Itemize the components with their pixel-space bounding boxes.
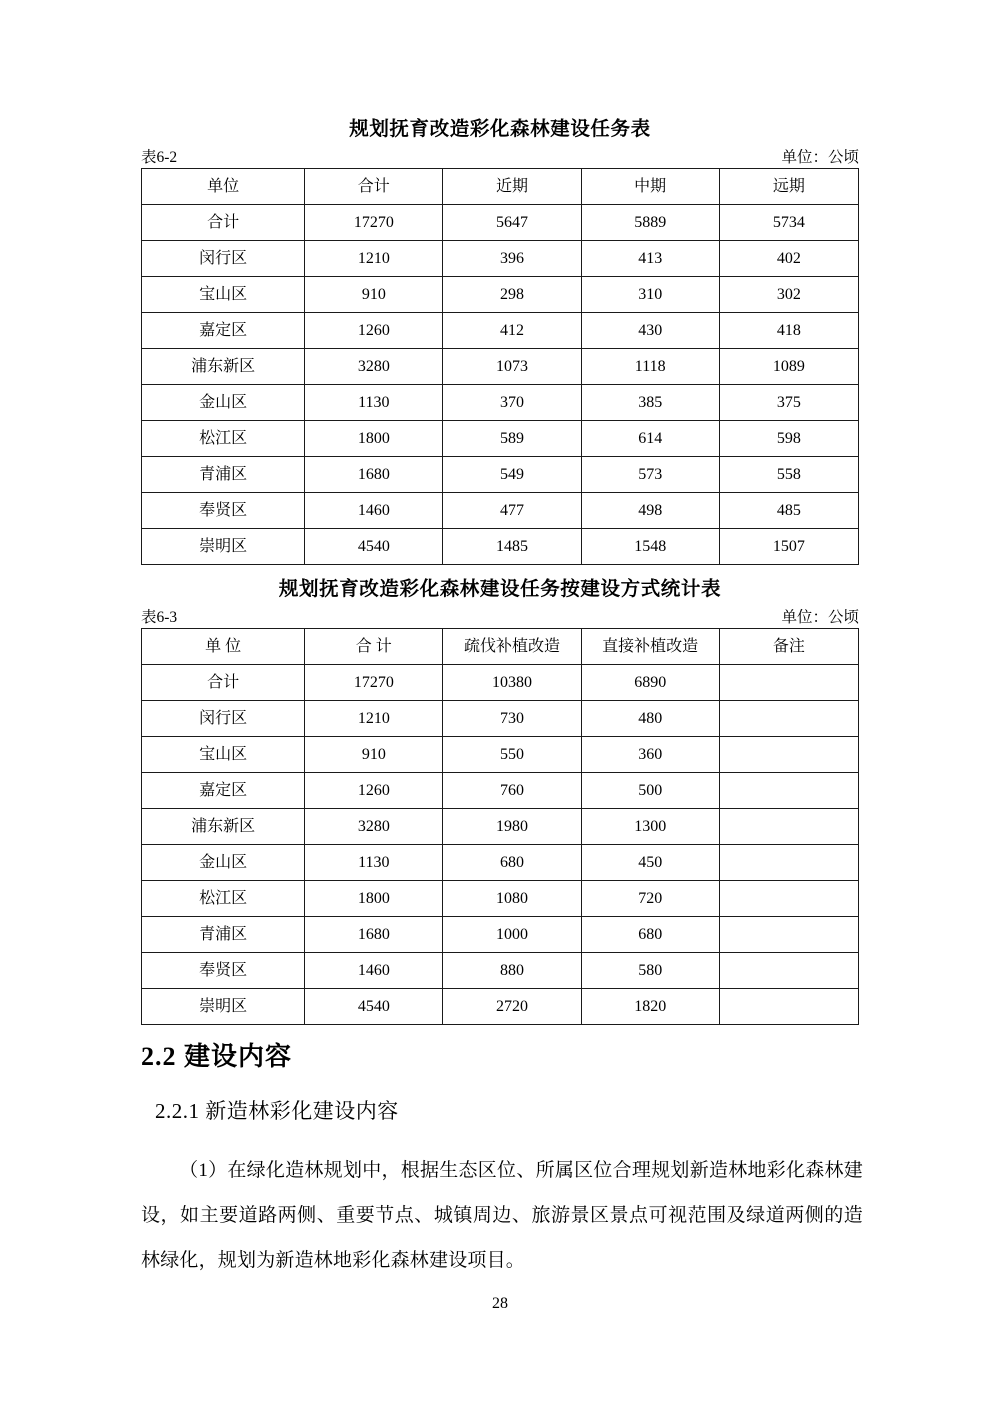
cell-near: 396 — [443, 241, 581, 277]
cell-mid: 573 — [581, 457, 719, 493]
table1-unit-note: 单位：公顷 — [781, 149, 859, 167]
cell-unit: 嘉定区 — [142, 313, 305, 349]
section-2-2-1 — [141, 1095, 859, 1125]
cell-total: 910 — [305, 737, 443, 773]
table-row — [142, 917, 859, 953]
table-row — [142, 493, 859, 529]
table2-col-header-direct: 直接补植改造 — [581, 629, 719, 665]
table1 — [141, 168, 859, 565]
table-header-row — [142, 629, 859, 665]
cell-remark — [719, 809, 858, 845]
table-row — [142, 313, 859, 349]
table-row — [142, 457, 859, 493]
cell-total: 1680 — [305, 917, 443, 953]
cell-total: 17270 — [305, 205, 443, 241]
cell-remark — [719, 665, 858, 701]
table-row — [142, 349, 859, 385]
cell-far: 598 — [719, 421, 858, 457]
cell-mid: 1548 — [581, 529, 719, 565]
cell-near: 1485 — [443, 529, 581, 565]
cell-mid: 385 — [581, 385, 719, 421]
table-row — [142, 421, 859, 457]
cell-direct: 6890 — [581, 665, 719, 701]
table1-col-header-near: 近期 — [443, 169, 581, 205]
cell-unit: 松江区 — [142, 421, 305, 457]
table-row — [142, 277, 859, 313]
cell-mid: 5889 — [581, 205, 719, 241]
table2-col-header-unit: 单 位 — [142, 629, 305, 665]
cell-unit: 浦东新区 — [142, 809, 305, 845]
cell-thinning: 10380 — [443, 665, 581, 701]
cell-total: 4540 — [305, 529, 443, 565]
cell-far: 485 — [719, 493, 858, 529]
cell-total: 1800 — [305, 421, 443, 457]
cell-unit: 青浦区 — [142, 457, 305, 493]
cell-total: 1210 — [305, 701, 443, 737]
cell-near: 1073 — [443, 349, 581, 385]
table-row — [142, 989, 859, 1025]
table1-meta — [141, 149, 859, 166]
table1-number: 表6-2 — [141, 149, 178, 167]
table1-col-header-far: 远期 — [719, 169, 858, 205]
table2-body — [142, 629, 859, 1025]
cell-unit: 合计 — [142, 205, 305, 241]
table-header-row — [142, 169, 859, 205]
cell-remark — [719, 845, 858, 881]
cell-remark — [719, 953, 858, 989]
cell-remark — [719, 917, 858, 953]
cell-total: 1130 — [305, 845, 443, 881]
cell-direct: 500 — [581, 773, 719, 809]
cell-unit: 奉贤区 — [142, 953, 305, 989]
cell-mid: 310 — [581, 277, 719, 313]
cell-unit: 金山区 — [142, 385, 305, 421]
cell-total: 1800 — [305, 881, 443, 917]
table2-meta — [141, 609, 859, 626]
cell-mid: 614 — [581, 421, 719, 457]
table2-title: 规划抚育改造彩化森林建设任务按建设方式统计表 — [278, 579, 722, 600]
cell-unit: 崇明区 — [142, 529, 305, 565]
cell-near: 370 — [443, 385, 581, 421]
cell-direct: 720 — [581, 881, 719, 917]
cell-far: 1507 — [719, 529, 858, 565]
cell-near: 5647 — [443, 205, 581, 241]
table1-col-header-mid: 中期 — [581, 169, 719, 205]
body-paragraph-block — [141, 1148, 863, 1283]
cell-near: 412 — [443, 313, 581, 349]
cell-unit: 崇明区 — [142, 989, 305, 1025]
cell-near: 298 — [443, 277, 581, 313]
cell-total: 1210 — [305, 241, 443, 277]
table2-unit-note: 单位：公顷 — [781, 609, 859, 627]
table-block-6-3 — [141, 578, 859, 1025]
cell-direct: 1300 — [581, 809, 719, 845]
table-row — [142, 953, 859, 989]
cell-thinning: 1080 — [443, 881, 581, 917]
table-row — [142, 665, 859, 701]
table-row — [142, 529, 859, 565]
cell-mid: 498 — [581, 493, 719, 529]
paragraph-1-text: （1）在绿化造林规划中，根据生态区位、所属区位合理规划新造林地彩化森林建设，如主要道路两侧、重要节点、城镇周边、旅游景区景点可视范围及绿道两侧的造林绿化，规划为新造林地彩化森林建设项目。 — [141, 1160, 863, 1271]
cell-direct: 1820 — [581, 989, 719, 1025]
cell-far: 402 — [719, 241, 858, 277]
table-block-6-2 — [141, 118, 859, 565]
table-row — [142, 701, 859, 737]
cell-thinning: 1980 — [443, 809, 581, 845]
cell-far: 418 — [719, 313, 858, 349]
heading-2-2: 2.2 建设内容 — [141, 1042, 293, 1071]
table-row — [142, 205, 859, 241]
cell-direct: 450 — [581, 845, 719, 881]
table-row — [142, 241, 859, 277]
cell-remark — [719, 737, 858, 773]
cell-direct: 580 — [581, 953, 719, 989]
cell-far: 5734 — [719, 205, 858, 241]
cell-far: 1089 — [719, 349, 858, 385]
table2-number: 表6-3 — [141, 609, 178, 627]
section-2-2 — [141, 1036, 859, 1073]
paragraph-1 — [141, 1148, 863, 1283]
cell-total: 1680 — [305, 457, 443, 493]
cell-remark — [719, 881, 858, 917]
cell-mid: 430 — [581, 313, 719, 349]
table-row — [142, 845, 859, 881]
cell-remark — [719, 773, 858, 809]
table1-col-header-unit: 单位 — [142, 169, 305, 205]
cell-total: 1260 — [305, 773, 443, 809]
cell-total: 4540 — [305, 989, 443, 1025]
cell-total: 17270 — [305, 665, 443, 701]
cell-unit: 宝山区 — [142, 737, 305, 773]
cell-unit: 松江区 — [142, 881, 305, 917]
cell-unit: 金山区 — [142, 845, 305, 881]
cell-far: 375 — [719, 385, 858, 421]
table-row — [142, 385, 859, 421]
cell-thinning: 680 — [443, 845, 581, 881]
cell-unit: 宝山区 — [142, 277, 305, 313]
cell-direct: 680 — [581, 917, 719, 953]
table-row — [142, 881, 859, 917]
cell-thinning: 730 — [443, 701, 581, 737]
cell-far: 302 — [719, 277, 858, 313]
table1-col-header-total: 合计 — [305, 169, 443, 205]
cell-total: 1460 — [305, 953, 443, 989]
cell-unit: 闵行区 — [142, 241, 305, 277]
cell-direct: 480 — [581, 701, 719, 737]
cell-total: 1460 — [305, 493, 443, 529]
cell-thinning: 1000 — [443, 917, 581, 953]
table-row — [142, 809, 859, 845]
cell-unit: 青浦区 — [142, 917, 305, 953]
cell-unit: 浦东新区 — [142, 349, 305, 385]
cell-unit: 嘉定区 — [142, 773, 305, 809]
table2-col-header-thinning: 疏伐补植改造 — [443, 629, 581, 665]
cell-unit: 奉贤区 — [142, 493, 305, 529]
cell-unit: 闵行区 — [142, 701, 305, 737]
table2-col-header-total: 合 计 — [305, 629, 443, 665]
cell-total: 1130 — [305, 385, 443, 421]
cell-thinning: 550 — [443, 737, 581, 773]
heading-2-2-1: 2.2.1 新造林彩化建设内容 — [155, 1099, 399, 1123]
cell-thinning: 760 — [443, 773, 581, 809]
cell-thinning: 2720 — [443, 989, 581, 1025]
cell-direct: 360 — [581, 737, 719, 773]
cell-remark — [719, 989, 858, 1025]
cell-far: 558 — [719, 457, 858, 493]
cell-remark — [719, 701, 858, 737]
page-number: 28 — [492, 1295, 508, 1312]
cell-mid: 413 — [581, 241, 719, 277]
cell-total: 3280 — [305, 349, 443, 385]
cell-total: 3280 — [305, 809, 443, 845]
cell-near: 589 — [443, 421, 581, 457]
table1-title: 规划抚育改造彩化森林建设任务表 — [349, 119, 651, 140]
cell-total: 910 — [305, 277, 443, 313]
cell-mid: 1118 — [581, 349, 719, 385]
cell-unit: 合计 — [142, 665, 305, 701]
table-row — [142, 737, 859, 773]
cell-near: 549 — [443, 457, 581, 493]
table1-body — [142, 169, 859, 565]
table-row — [142, 773, 859, 809]
cell-thinning: 880 — [443, 953, 581, 989]
table2-col-header-remark: 备注 — [719, 629, 858, 665]
cell-total: 1260 — [305, 313, 443, 349]
table2 — [141, 628, 859, 1025]
cell-near: 477 — [443, 493, 581, 529]
